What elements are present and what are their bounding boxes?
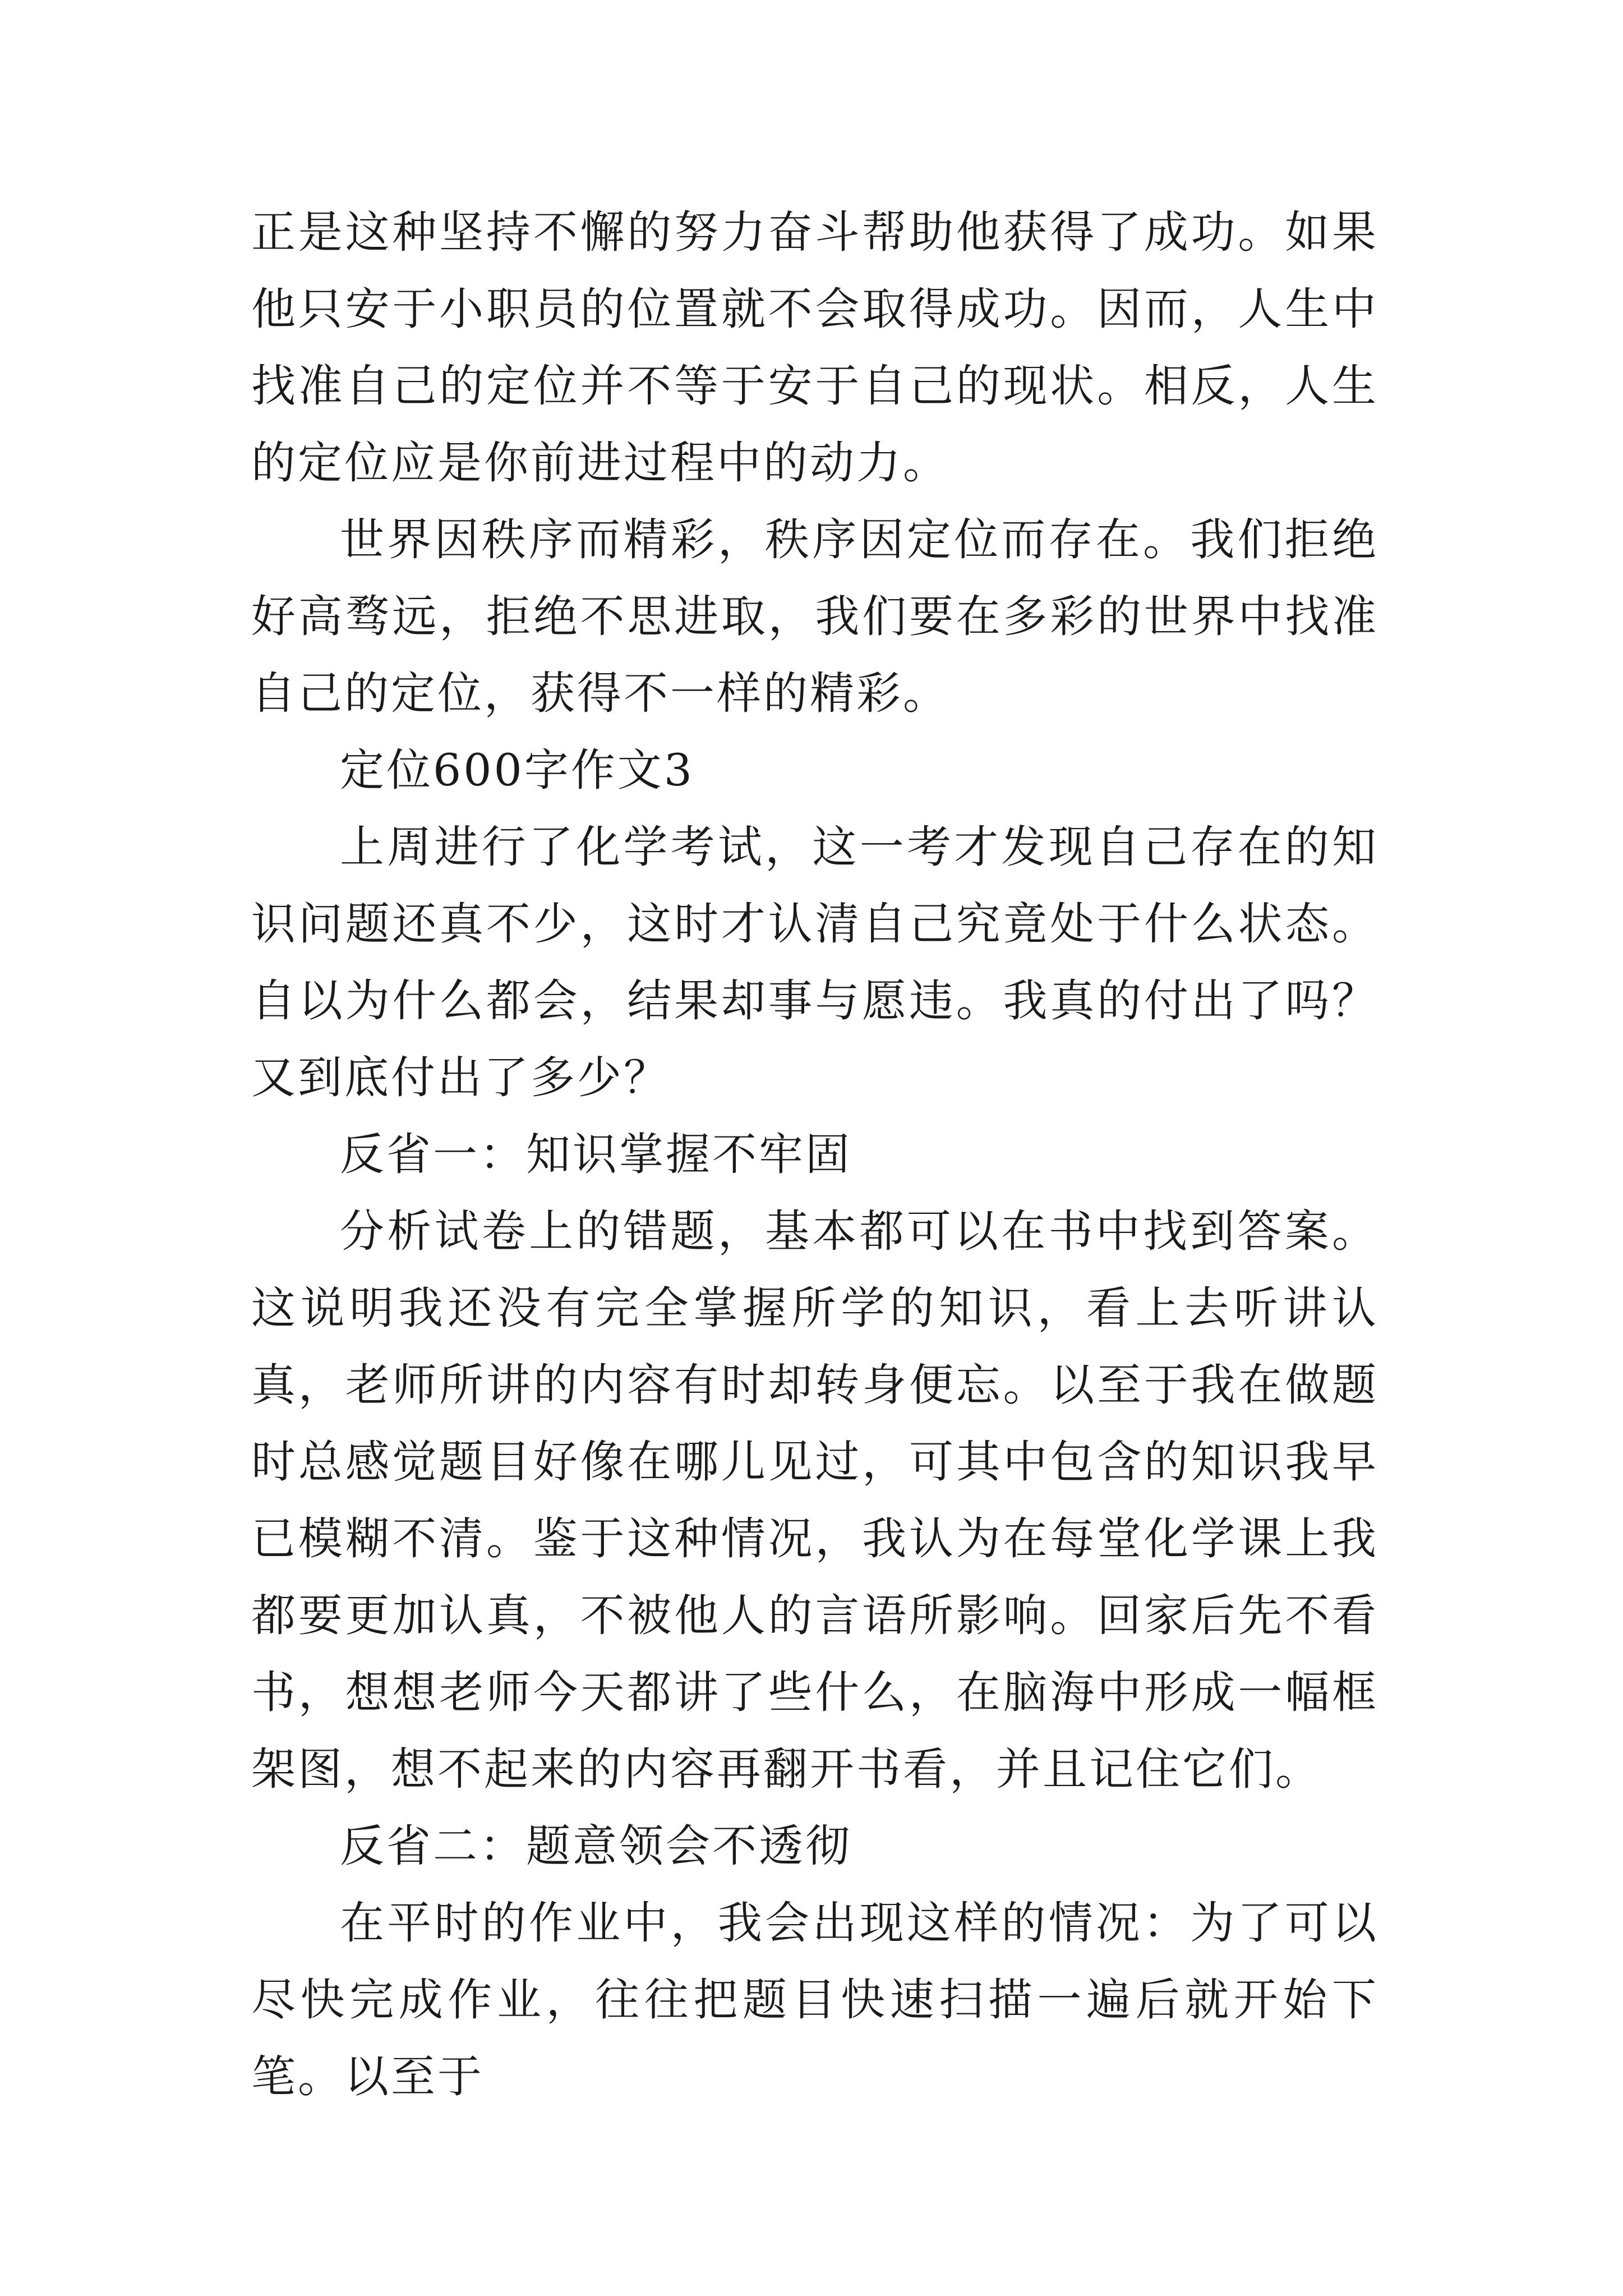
document-page xyxy=(251,194,1378,2115)
paragraph-3: 上周进行了化学考试，这一考才发现自己存在的知识问题还真不少，这时才认清自己究竟处于什么状态。自以为什么都会，结果却事与愿违。我真的付出了吗？又到底付出了多少？ xyxy=(251,821,1378,1103)
subheading-reflection-1: 反省一：知识掌握不牢固 xyxy=(340,1129,852,1180)
subheading-reflection-2: 反省二：题意领会不透彻 xyxy=(340,1820,852,1872)
paragraph-2: 世界因秩序而精彩，秩序因定位而存在。我们拒绝好高骛远，拒绝不思进取，我们要在多彩的世界中找准自己的定位，获得不一样的精彩。 xyxy=(251,514,1378,719)
paragraph-4: 分析试卷上的错题，基本都可以在书中找到答案。这说明我还没有完全掌握所学的知识，看上去听讲认真，老师所讲的内容有时却转身便忘。以至于我在做题时总感觉题目好像在哪儿见过，可其中包含的知识我早已模糊不清。鉴于这种情况，我认为在每堂化学课上我都要更加认真，不被他人的言语所影响。回家后先不看书，想想老师今天都讲了些什么，在脑海中形成一幅框架图，想不起来的内容再翻开书看，并且记住它们。 xyxy=(251,1205,1378,1795)
paragraph-1: 正是这种坚持不懈的努力奋斗帮助他获得了成功。如果他只安于小职员的位置就不会取得成功。因而，人生中找准自己的定位并不等于安于自己的现状。相反，人生的定位应是你前进过程中的动力。 xyxy=(251,206,1378,489)
paragraph-5: 在平时的作业中，我会出现这样的情况：为了可以尽快完成作业，往往把题目快速扫描一遍后就开始下笔。以至于 xyxy=(251,1897,1378,2102)
section-heading-essay-3: 定位600字作文3 xyxy=(340,744,695,796)
